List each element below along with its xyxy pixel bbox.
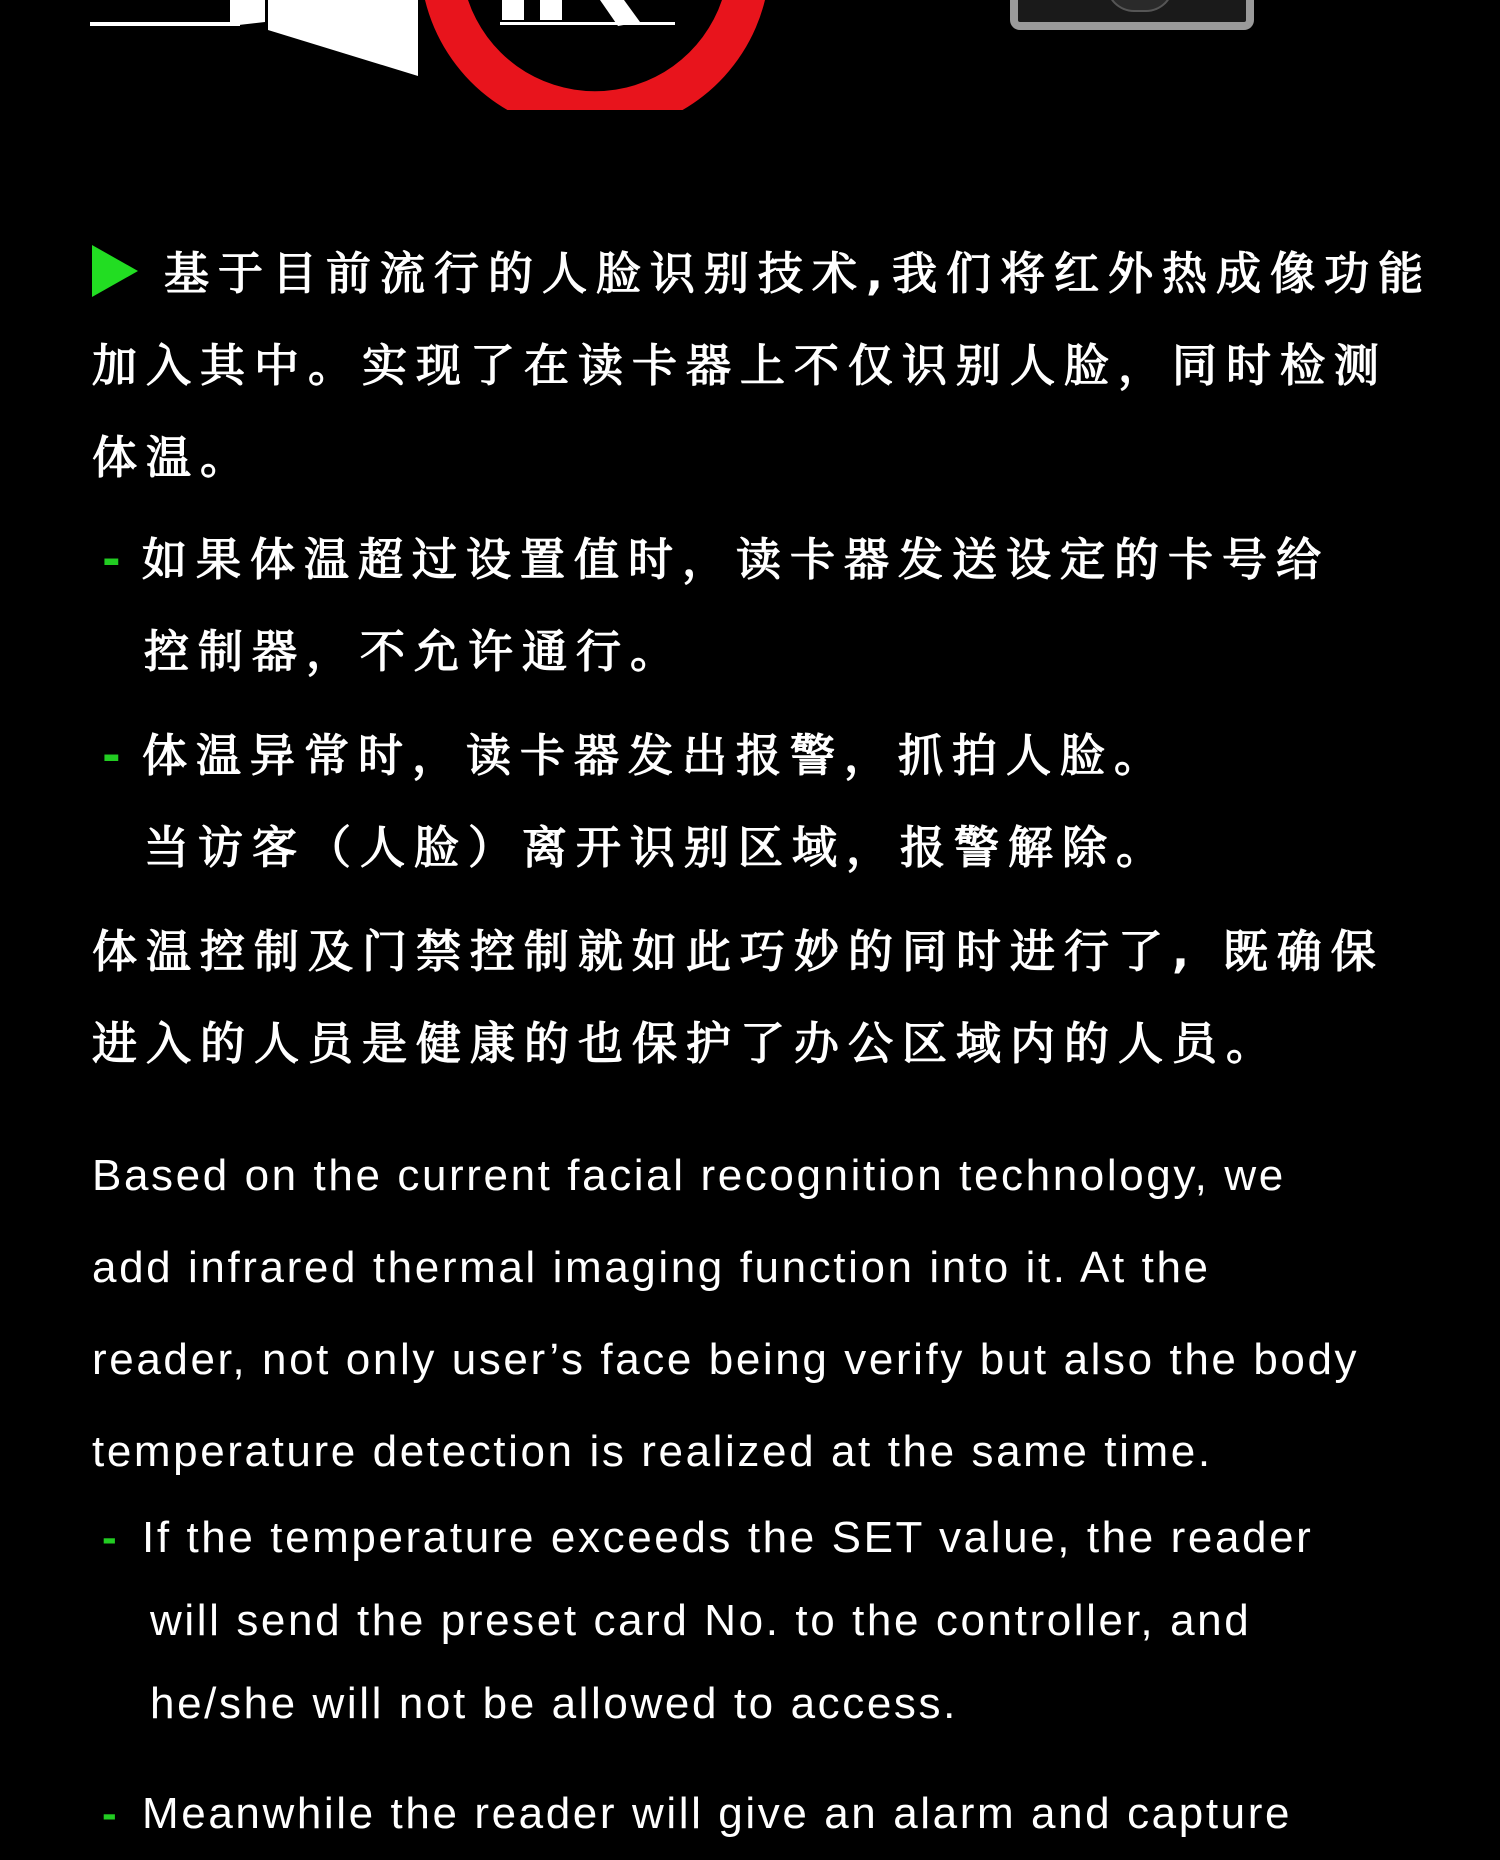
zh-bullet2-line-1: 体温异常时，读卡器发出报警，抓拍人脸。: [142, 729, 1169, 782]
en-bullet1-line-3: he/she will not be allowed to access.: [150, 1679, 958, 1728]
en-intro-line-2: add infrared thermal imaging function into it. At the: [92, 1243, 1211, 1292]
en-intro: [92, 1130, 1422, 1498]
zh-intro-line-3: 体温。: [92, 431, 255, 484]
bullet-dash: -: [102, 533, 130, 586]
en-intro-line-1: Based on the current facial recognition technology, we: [92, 1151, 1286, 1200]
card-reader-device: [1010, 0, 1254, 30]
zh-bullet1-line-1: 如果体温超过设置值时，读卡器发送设定的卡号给: [142, 533, 1331, 586]
top-illustration: [0, 0, 1500, 110]
zh-bullet1-line-2: 控制器，不允许通行。: [144, 625, 685, 678]
bullet-dash: -: [102, 1789, 120, 1838]
en-intro-line-4: temperature detection is realized at the same time.: [92, 1427, 1213, 1476]
green-arrow-icon: [92, 245, 138, 297]
zh-bullet2-line-2: 当访客（人脸）离开识别区域，报警解除。: [144, 821, 1171, 874]
zh-intro-line-2: 加入其中。实现了在读卡器上不仅识别人脸，同时检测: [92, 339, 1389, 392]
zh-summary: [92, 906, 1422, 1090]
door-left-icon: [230, 0, 265, 26]
zh-intro-line-1: 基于目前流行的人脸识别技术,我们将红外热成像功能: [164, 247, 1433, 300]
floor-line: [90, 22, 240, 26]
door-open-icon: [268, 0, 418, 76]
zh-intro: [92, 228, 1433, 504]
zh-bullet-2: [92, 710, 1422, 894]
door-and-prohibition-icon: [0, 0, 1500, 110]
en-bullet1-line-2: will send the preset card No. to the controller, and: [150, 1596, 1252, 1645]
bullet-dash: -: [102, 1513, 120, 1562]
zh-bullet-1: [92, 514, 1422, 698]
en-bullet2-line-1: Meanwhile the reader will give an alarm and capture: [142, 1789, 1293, 1838]
no-entry-sign-icon: [425, 0, 765, 110]
zh-summary-line-2: 进入的人员是健康的也保护了办公区域内的人员。: [92, 1017, 1281, 1070]
zh-summary-line-1: 体温控制及门禁控制就如此巧妙的同时进行了, 既确保: [92, 925, 1385, 978]
en-bullet1-line-1: If the temperature exceeds the SET value, the reader: [142, 1513, 1314, 1562]
bullet-dash: -: [102, 729, 130, 782]
device-lens-icon: [1106, 0, 1174, 12]
en-bullet-1: [92, 1496, 1422, 1745]
en-bullet-2: [92, 1768, 1422, 1860]
en-intro-line-3: reader, not only user’s face being verify but also the body: [92, 1335, 1360, 1384]
